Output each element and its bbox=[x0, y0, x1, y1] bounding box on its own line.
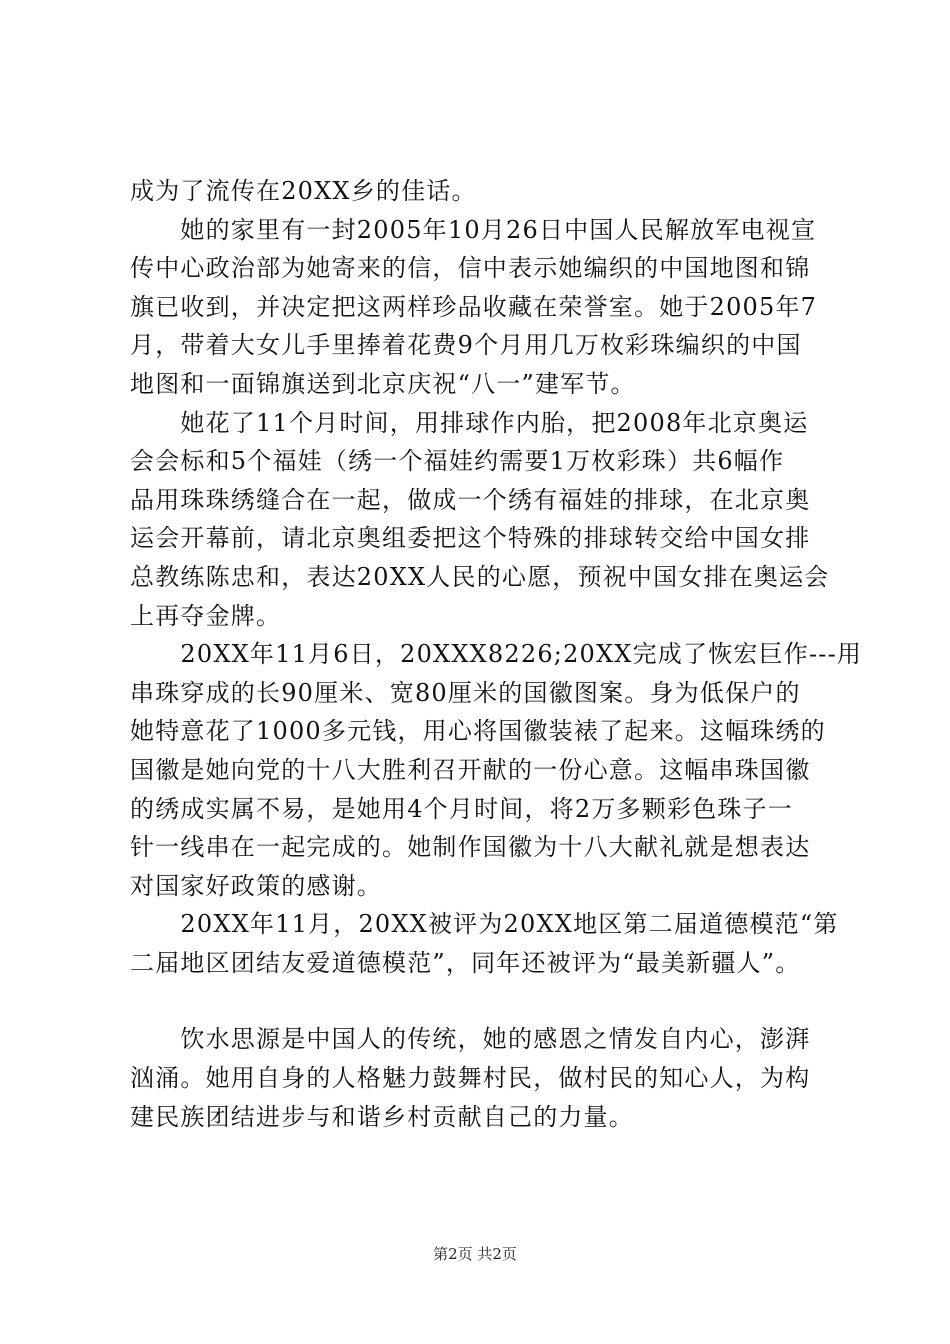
text-line: 她花了11个月时间，用排球作内胎，把2008年北京奥运 bbox=[130, 408, 809, 437]
text-line: 地图和一面锦旗送到北京庆祝“八一”建军节。 bbox=[130, 369, 636, 398]
text-line: 二届地区团结友爱道德模范”，同年还被评为“最美新疆人”。 bbox=[130, 948, 801, 977]
text-line: 会会标和5个福娃（绣一个福娃约需要1万枚彩珠）共6幅作 bbox=[130, 447, 785, 476]
text-line: 上再夺金牌。 bbox=[130, 601, 282, 630]
text-line: 品用珠珠绣缝合在一起，做成一个绣有福娃的排球，在北京奥 bbox=[130, 485, 811, 514]
text-line: 她特意花了1000多元钱，用心将国徽装裱了起来。这幅珠绣的 bbox=[130, 717, 826, 746]
text-line: 汹涌。她用自身的人格魅力鼓舞村民，做村民的知心人，为构 bbox=[130, 1064, 811, 1093]
text-line: 对国家好政策的感谢。 bbox=[130, 871, 382, 900]
text-line: 运会开幕前，请北京奥组委把这个特殊的排球转交给中国女排 bbox=[130, 524, 811, 553]
text-line: 饮水思源是中国人的传统，她的感恩之情发自内心，澎湃 bbox=[130, 1025, 811, 1054]
text-line: 国徽是她向党的十八大胜利召开献的一份心意。这幅串珠国徽 bbox=[130, 755, 811, 784]
text-line: 总教练陈忠和，表达20XX人民的心愿，预祝中国女排在奥运会 bbox=[130, 562, 830, 591]
text-line: 传中心政治部为她寄来的信，信中表示她编织的中国地图和锦 bbox=[130, 254, 811, 283]
text-line: 旗已收到，并决定把这两样珍品收藏在荣誉室。她于2005年7 bbox=[130, 292, 818, 321]
text-line: 建民族团结进步与和谐乡村贡献自己的力量。 bbox=[130, 1102, 634, 1131]
text-line: 月，带着大女儿手里捧着花费9个月用几万枚彩珠编织的中国 bbox=[130, 331, 802, 360]
text-line: 20XX年11月，20XX被评为20XX地区第二届道德模范“第 bbox=[130, 910, 839, 939]
text-line: 串珠穿成的长90厘米、宽80厘米的国徽图案。身为低保户的 bbox=[130, 678, 801, 707]
paragraph-gap bbox=[130, 982, 845, 1020]
text-line: 她的家里有一封2005年10月26日中国人民解放军电视宣 bbox=[130, 215, 817, 244]
document-body bbox=[130, 172, 863, 1136]
text-line: 的绣成实属不易，是她用4个月时间，将2万多颗彩色珠子一 bbox=[130, 794, 793, 823]
text-line: 针一线串在一起完成的。她制作国徽为十八大献礼就是想表达 bbox=[130, 833, 811, 862]
page-number: 第2页 共2页 bbox=[433, 1245, 517, 1263]
text-line: 20XX年11月6日，20XXX8226;20XX完成了恢宏巨作---用 bbox=[130, 640, 863, 669]
text-line: 成为了流传在20XX乡的佳话。 bbox=[130, 177, 477, 205]
page-footer bbox=[0, 1242, 950, 1266]
